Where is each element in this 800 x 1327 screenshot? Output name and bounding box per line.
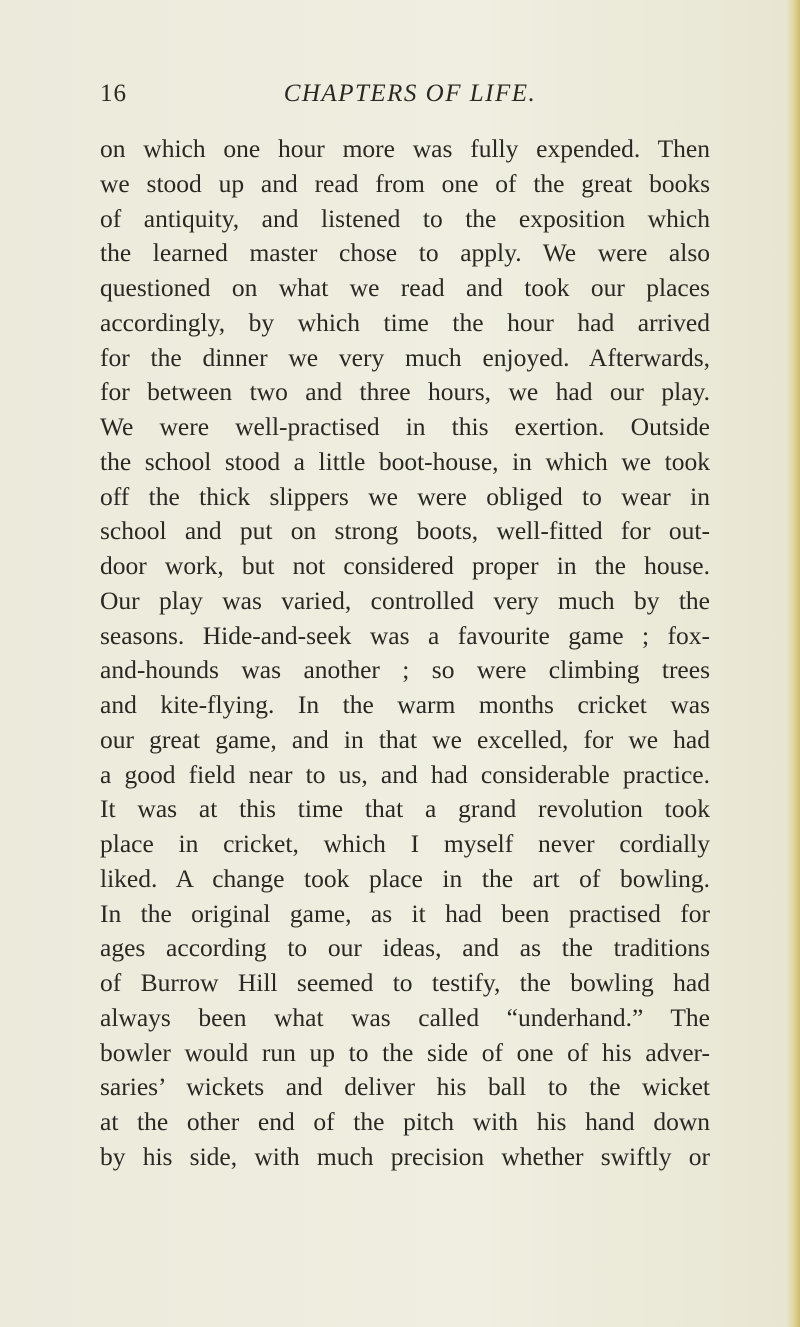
text-line: seasons. Hide-and-seek was a favourite game ; fox- [100, 620, 710, 650]
text-line: place in cricket, which I myself never cordially [100, 829, 710, 858]
page-edge-shading [786, 0, 800, 1327]
text-line: saries’ wickets and deliver his ball to the wicket [100, 1072, 710, 1102]
text-line: door work, but not considered proper in the house. [100, 551, 710, 580]
text-line: questioned on what we read and took our places [100, 273, 710, 302]
text-line: school and put on strong boots, well-fitted for out- [100, 516, 710, 546]
text-line: In the original game, as it had been practised for [100, 898, 710, 928]
text-line: ages according to our ideas, and as the traditions [100, 933, 710, 963]
text-line: accordingly, by which time the hour had arrived [100, 307, 710, 337]
text-line: and kite-flying. In the warm months cricket was [100, 690, 710, 719]
text-line: liked. A change took place in the art of bowling. [100, 863, 710, 893]
body-text [100, 132, 710, 1175]
text-line: on which one hour more was fully expended. Then [100, 134, 710, 163]
text-line: for between two and three hours, we had our play. [100, 377, 710, 407]
text-line: It was at this time that a grand revolution took [100, 794, 710, 824]
text-line: always been what was called “underhand.” The [100, 1002, 710, 1032]
text-line: a good field near to us, and had considerable practice. [100, 759, 710, 789]
text-line: the school stood a little boot-house, in which we took [100, 446, 710, 476]
text-line: bowler would run up to the side of one of his adver- [100, 1037, 710, 1067]
text-line: our great game, and in that we excelled, for we had [100, 724, 710, 754]
text-line: of antiquity, and listened to the exposition which [100, 203, 710, 233]
text-line: off the thick slippers we were obliged to wear in [100, 481, 710, 511]
text-line: We were well-practised in this exertion. Outside [100, 412, 710, 441]
text-line: at the other end of the pitch with his hand down [100, 1107, 710, 1136]
page-header [100, 80, 720, 114]
page-number: 16 [100, 80, 127, 107]
text-line: Our play was varied, controlled very much by the [100, 585, 710, 615]
text-line: of Burrow Hill seemed to testify, the bowling had [100, 968, 710, 997]
text-line: by his side, with much precision whether swiftly or [100, 1141, 710, 1171]
running-title: CHAPTERS OF LIFE. [283, 80, 537, 107]
text-line: and-hounds was another ; so were climbing trees [100, 655, 710, 685]
text-line: we stood up and read from one of the great books [100, 168, 710, 198]
text-line: the learned master chose to apply. We were also [100, 238, 710, 268]
text-line: for the dinner we very much enjoyed. Afterwards, [100, 342, 710, 372]
